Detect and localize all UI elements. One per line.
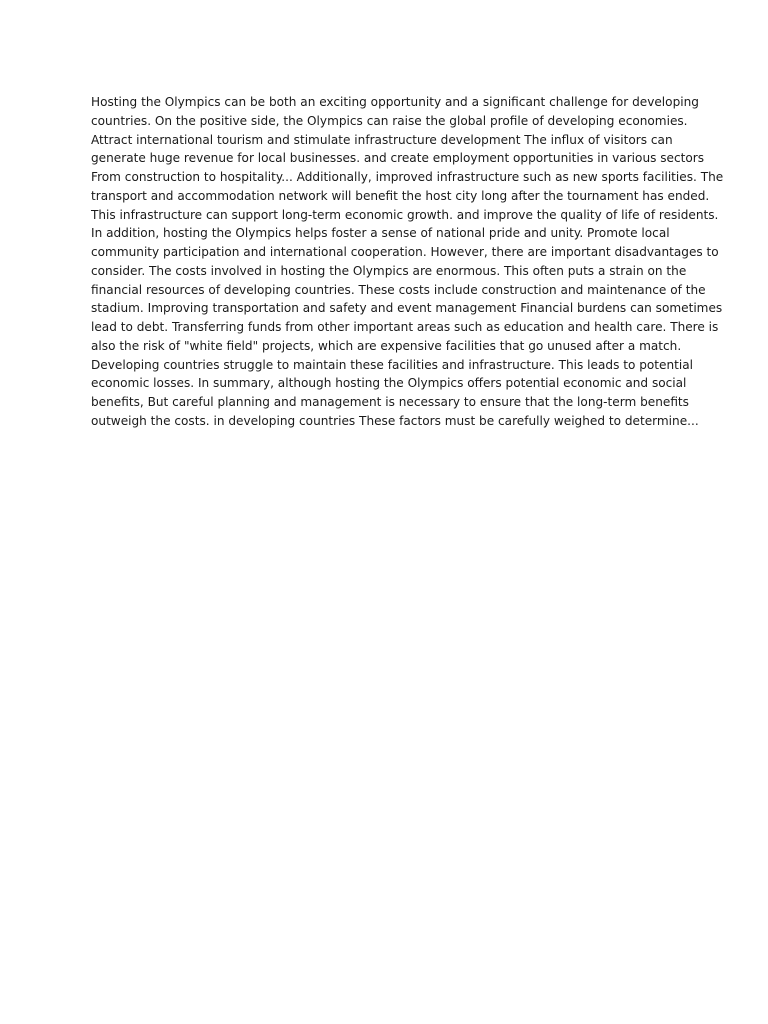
- text-line-3: Attract international tourism and stimulate infrastructure development The influx of visitors can: [91, 132, 673, 147]
- text-line-17: benefits, But careful planning and management is necessary to ensure that the long-term benefits: [91, 395, 689, 409]
- text-line-16: economic losses. In summary, although hosting the Olympics offers potential economic and social: [91, 376, 687, 391]
- text-line-5: From construction to hospitality... Additionally, improved infrastructure such as new sports facilities. The: [91, 170, 724, 184]
- text-line-1: Hosting the Olympics can be both an exciting opportunity and a significant challenge for developing: [91, 95, 699, 109]
- text-line-11: financial resources of developing countries. These costs include construction and maintenance of the: [91, 282, 706, 297]
- body-paragraph: [91, 93, 724, 431]
- text-line-12: stadium. Improving transportation and safety and event management Financial burdens can sometimes: [91, 301, 723, 316]
- text-line-4: generate huge revenue for local businesses. and create employment opportunities in various sectors: [91, 151, 705, 166]
- text-line-7: This infrastructure can support long-term economic growth. and improve the quality of life of residents.: [91, 207, 719, 222]
- text-line-10: consider. The costs involved in hosting the Olympics are enormous. This often puts a strain on the: [91, 263, 687, 278]
- text-line-18: outweigh the costs. in developing countries These factors must be carefully weighed to determine...: [91, 413, 699, 428]
- text-line-13: lead to debt. Transferring funds from other important areas such as education and health care. There is: [91, 320, 719, 334]
- text-line-8: In addition, hosting the Olympics helps foster a sense of national pride and unity. Promote local: [91, 226, 670, 241]
- text-line-14: also the risk of "white field" projects, which are expensive facilities that go unused after a match.: [91, 338, 682, 353]
- text-line-15: Developing countries struggle to maintain these facilities and infrastructure. This leads to potential: [91, 357, 693, 372]
- text-line-9: community participation and international cooperation. However, there are important disadvantages to: [91, 245, 719, 259]
- text-line-2: countries. On the positive side, the Olympics can raise the global profile of developing economies.: [91, 113, 688, 128]
- text-line-6: transport and accommodation network will benefit the host city long after the tournament has ended.: [91, 188, 710, 203]
